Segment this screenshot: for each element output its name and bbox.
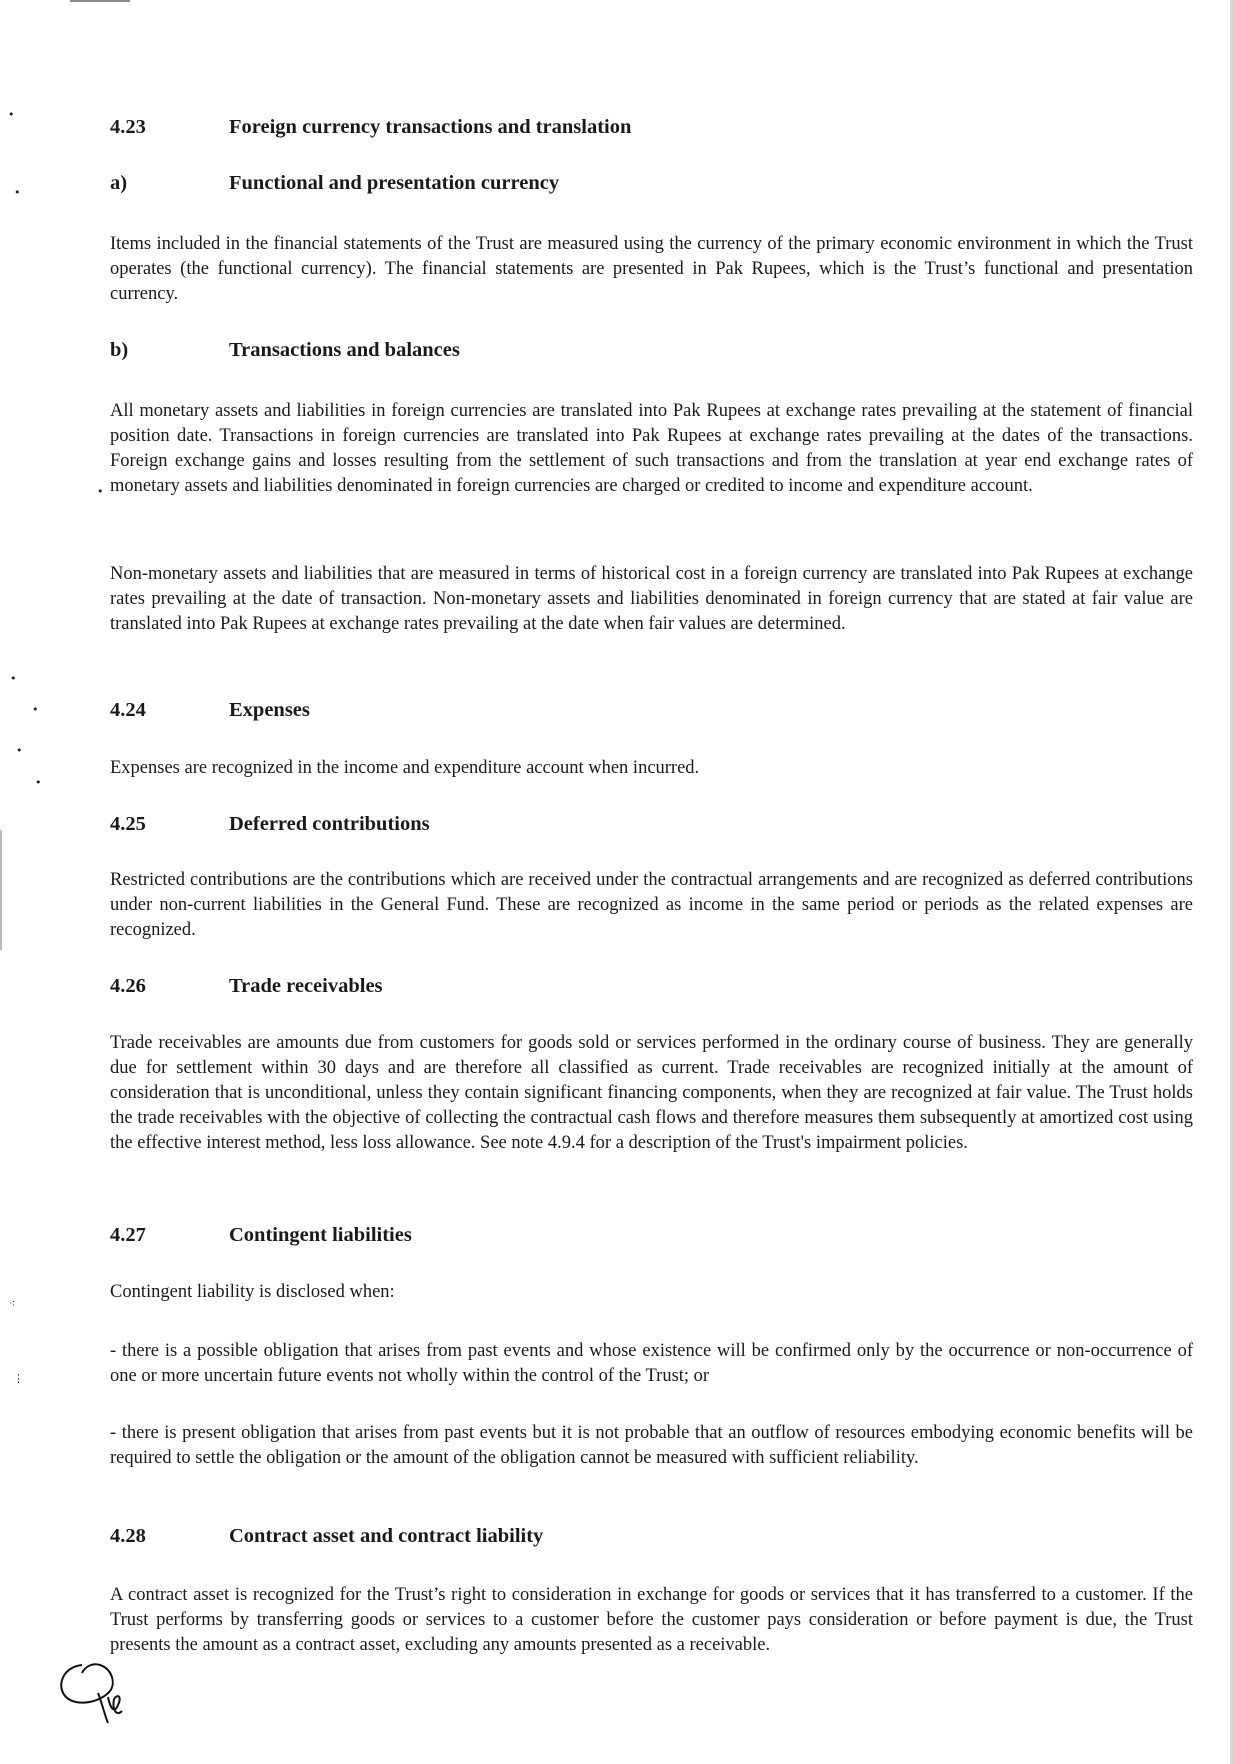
paragraph: Contingent liability is disclosed when: <box>110 1282 395 1302</box>
paragraph: All monetary assets and liabilities in foreign currencies are translated into Pak Rupees at exchange rates prevailing at the statement of financial position date. Transactions in foreign currencies are translated into Pak Rupees at exchange rates prevailing at the dates of the transactions. Foreign exchange gains and losses resulting from the settlement of such transactions and from the translation at year end exchange rates of monetary assets and liabilities denominated in foreign currencies are charged or credited to income and expenditure account. <box>110 401 1193 496</box>
margin-speck: ⁖ <box>9 1297 16 1310</box>
margin-speck: • <box>97 485 104 498</box>
margin-speck: • <box>14 186 21 199</box>
section-number: 4.26 <box>110 975 146 997</box>
section-number: a) <box>110 172 128 194</box>
section-title: Functional and presentation currency <box>229 172 560 194</box>
scan-top-line <box>70 0 130 2</box>
section-number: 4.24 <box>110 699 146 721</box>
section-title: Trade receivables <box>229 975 383 997</box>
margin-speck: • <box>10 672 17 685</box>
section-number: 4.25 <box>110 813 146 835</box>
paragraph: Restricted contributions are the contributions which are received under the contractual arrangements and are recognized as deferred contributions under non-current liabilities in the General Fund. These are recognized as income in the same period or periods as the related expenses are recognized. <box>110 870 1193 940</box>
paragraph: A contract asset is recognized for the Trust’s right to consideration in exchange for goods or services that it has transferred to a customer. If the Trust performs by transferring goods or services to a customer before the customer pays consideration or before payment is due, the Trust presents the amount as a contract asset, excluding any amounts presented as a receivable. <box>110 1585 1193 1655</box>
margin-speck: ⋮ <box>13 1372 24 1385</box>
section-title: Transactions and balances <box>229 339 460 361</box>
paragraph: Items included in the financial statements of the Trust are measured using the currency of the primary economic environment in which the Trust operates (the functional currency). The financial statements are presented in Pak Rupees, which is the Trust’s functional and presentation currency. <box>110 234 1193 304</box>
margin-speck: • <box>35 776 42 789</box>
section-title: Contingent liabilities <box>229 1224 412 1246</box>
scan-left-edge <box>0 830 2 950</box>
margin-speck: • <box>8 108 15 121</box>
section-number: 4.23 <box>110 116 146 138</box>
section-title: Expenses <box>229 699 310 721</box>
paragraph: - there is present obligation that arises from past events but it is not probable that an outflow of resources embodying economic benefits will be required to settle the obligation or the amount of the obligation cannot be measured with sufficient reliability. <box>110 1423 1193 1468</box>
handwritten-initials-signature <box>52 1653 142 1728</box>
section-number: 4.27 <box>110 1224 146 1246</box>
paragraph: Expenses are recognized in the income and expenditure account when incurred. <box>110 758 700 778</box>
section-title: Deferred contributions <box>229 813 430 835</box>
paragraph: Trade receivables are amounts due from customers for goods sold or services performed in the ordinary course of business. They are generally due for settlement within 30 days and are therefore all classified as current. Trade receivables are recognized initially at the amount of consideration that is unconditional, unless they contain significant financing components, when they are recognized at fair value. The Trust holds the trade receivables with the objective of collecting the contractual cash flows and therefore measures them subsequently at amortized cost using the effective interest method, less loss allowance. See note 4.9.4 for a description of the Trust's impairment policies. <box>110 1033 1193 1153</box>
section-number: 4.28 <box>110 1525 146 1547</box>
margin-speck: • <box>16 744 23 757</box>
paragraph: Non-monetary assets and liabilities that are measured in terms of historical cost in a foreign currency are translated into Pak Rupees at exchange rates prevailing at the date of transaction. Non-monetary assets and liabilities denominated in foreign currency that are stated at fair value are translated into Pak Rupees at exchange rates prevailing at the date when fair values are determined. <box>110 564 1193 634</box>
section-title: Contract asset and contract liability <box>229 1525 544 1547</box>
paragraph: - there is a possible obligation that arises from past events and whose existence will be confirmed only by the occurrence or non-occurrence of one or more uncertain future events not wholly within the control of the Trust; or <box>110 1341 1193 1386</box>
margin-speck: • <box>32 703 39 716</box>
section-title: Foreign currency transactions and translation <box>229 116 632 138</box>
section-number: b) <box>110 339 129 361</box>
